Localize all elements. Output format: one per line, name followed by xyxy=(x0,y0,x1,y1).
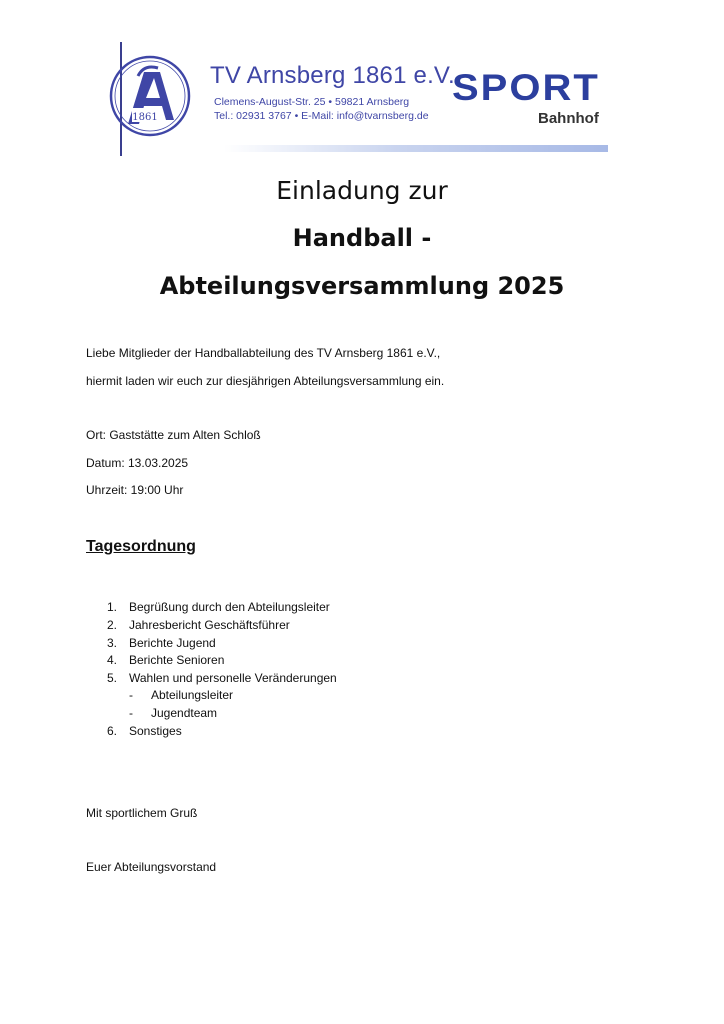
meeting-time: Uhrzeit: 19:00 Uhr xyxy=(86,483,184,497)
agenda-item-text: Berichte Jugend xyxy=(129,636,216,650)
agenda-item xyxy=(107,600,330,614)
title-line-2: Handball - xyxy=(292,224,432,252)
title-line-3: Abteilungsversammlung 2025 xyxy=(159,272,565,300)
agenda-item-text: Berichte Senioren xyxy=(129,653,225,667)
sponsor-logo-subtitle: Bahnhof xyxy=(538,110,599,127)
agenda-item-number: 6. xyxy=(107,724,118,738)
club-name: TV Arnsberg 1861 e.V. xyxy=(210,62,455,89)
agenda-item xyxy=(107,636,216,650)
agenda-subitem-text: Jugendteam xyxy=(151,706,218,720)
intro-line-2: hiermit laden wir euch zur diesjährigen Abteilungsversammlung ein. xyxy=(86,374,445,388)
club-crest-logo xyxy=(108,54,192,138)
agenda-item xyxy=(107,724,182,738)
intro-line-1: Liebe Mitglieder der Handballabteilung des TV Arnsberg 1861 e.V., xyxy=(86,346,441,360)
agenda-subitem-text: Abteilungsleiter xyxy=(151,688,234,702)
sponsor-logo: SPORT xyxy=(452,67,600,109)
agenda-item-number: 4. xyxy=(107,653,118,667)
letterhead-band xyxy=(224,145,608,152)
closing-signature: Euer Abteilungsvorstand xyxy=(86,860,217,874)
closing-greeting: Mit sportlichem Gruß xyxy=(86,806,198,820)
agenda-item-text: Begrüßung durch den Abteilungsleiter xyxy=(129,600,330,614)
letterhead xyxy=(100,38,620,160)
agenda-heading: Tagesordnung xyxy=(86,538,196,555)
meeting-location: Ort: Gaststätte zum Alten Schloß xyxy=(86,428,261,442)
agenda-item xyxy=(107,618,290,632)
agenda-item-number: 5. xyxy=(107,671,118,685)
agenda-item xyxy=(107,653,224,667)
title-line-1: Einladung zur xyxy=(276,176,448,205)
agenda-subitem xyxy=(129,706,217,720)
agenda-item-number: 1. xyxy=(107,600,118,614)
agenda-item-number: 3. xyxy=(107,636,118,650)
agenda-subitem-dash: - xyxy=(129,688,133,702)
agenda-item-text: Jahresbericht Geschäftsführer xyxy=(129,618,290,632)
club-contact: Tel.: 02931 3767 • E-Mail: info@tvarnsberg.de xyxy=(214,110,429,122)
club-address: Clemens-August-Str. 25 • 59821 Arnsberg xyxy=(214,96,410,108)
crest-year: 1861 xyxy=(132,112,158,123)
meeting-date: Datum: 13.03.2025 xyxy=(86,456,189,470)
agenda-item-text: Wahlen und personelle Veränderungen xyxy=(129,671,337,685)
agenda-item xyxy=(107,671,337,685)
agenda-subitem xyxy=(129,688,233,702)
agenda-subitem-dash: - xyxy=(129,706,133,720)
agenda-item-text: Sonstiges xyxy=(129,724,182,738)
agenda-item-number: 2. xyxy=(107,618,118,632)
